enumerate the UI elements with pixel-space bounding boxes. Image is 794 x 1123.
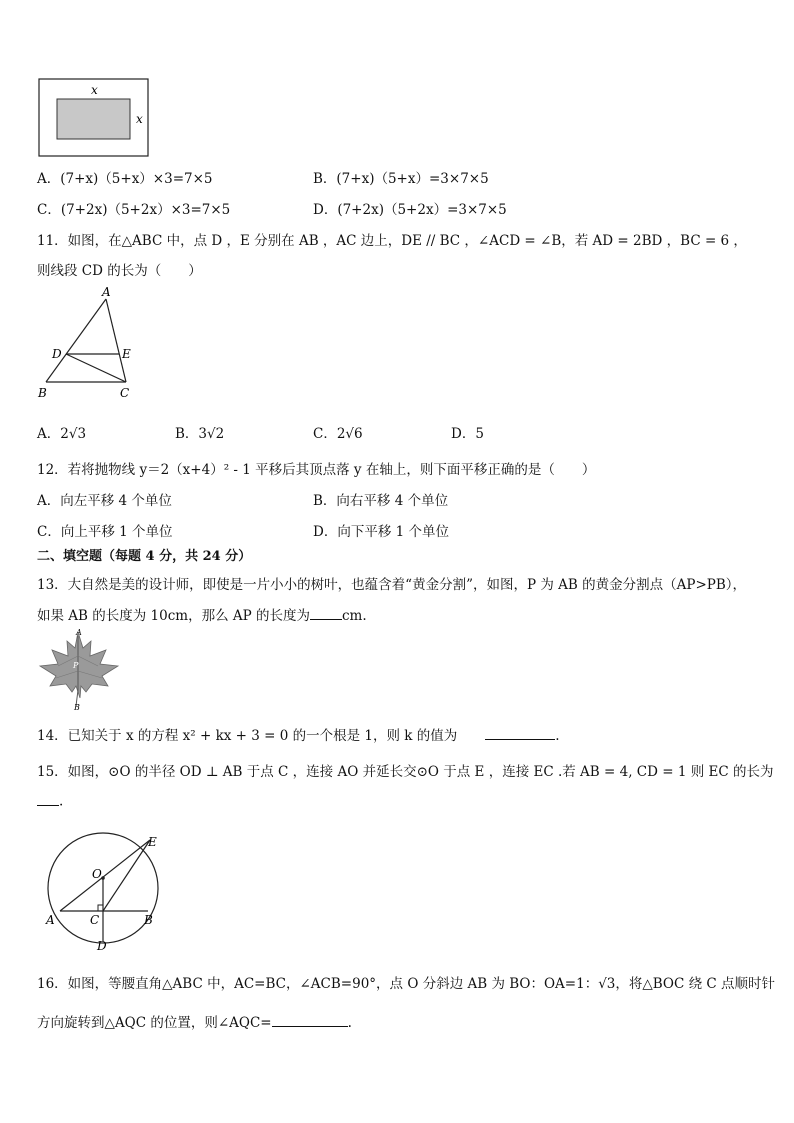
q10-right-x-label: x	[136, 112, 143, 126]
q11-option-a: A．2√3	[37, 426, 87, 442]
q11-option-b: B．3√2	[175, 426, 225, 442]
q15-label-b: B	[144, 913, 153, 927]
q15-label-o: O	[92, 867, 102, 881]
q13-maple-leaf-figure	[36, 626, 122, 712]
q13-label-b: B	[74, 703, 80, 712]
q12-stem: 12．若将抛物线 y＝2（x+4）² - 1 平移后其顶点落 y 在轴上，则下面平移正确的是（ ）	[37, 462, 596, 478]
q12-option-d: D．向下平移 1 个单位	[313, 524, 449, 540]
q15-label-d: D	[97, 939, 107, 953]
q11-triangle-figure	[34, 285, 144, 405]
q10-option-d: D．(7+2x)（5+2x）=3×7×5	[313, 202, 507, 218]
q11-label-d: D	[52, 347, 62, 361]
q13-line2-unit: cm.	[342, 608, 367, 624]
q15-answer-blank[interactable]	[37, 791, 59, 806]
q15-stem-line2	[37, 791, 63, 810]
q13-answer-blank[interactable]	[310, 606, 342, 621]
q12-option-a: A．向左平移 4 个单位	[37, 493, 172, 509]
q11-stem-line1: 11．如图，在△ABC 中，点 D ，E 分别在 AB ，AC 边上，DE // BC ，∠ACD = ∠B，若 AD = 2BD ，BC = 6 ，	[37, 233, 747, 249]
q15-circle-figure	[40, 828, 170, 953]
q16-line2-text: 方向旋转到△AQC 的位置，则∠AQC=	[37, 1015, 272, 1031]
q11-option-d: D．5	[451, 426, 484, 442]
q10-top-x-label: x	[91, 83, 98, 97]
q15-end: .	[59, 793, 64, 810]
q14-stem	[37, 724, 560, 744]
q10-frame-figure	[38, 78, 150, 158]
q13-line2-text: 如果 AB 的长度为 10cm，那么 AP 的长度为	[37, 608, 310, 624]
q12-option-c: C．向上平移 1 个单位	[37, 524, 173, 540]
q13-stem-line1: 13．大自然是美的设计师，即使是一片小小的树叶，也蕴含着“黄金分割”，如图，P 为 AB 的黄金分割点（AP>PB），	[37, 577, 747, 593]
q15-stem-line1: 15．如图，⊙O 的半径 OD ⊥ AB 于点 C ，连接 AO 并延长交⊙O 于点 E ，连接 EC .若 AB = 4, CD = 1 则 EC 的长为	[37, 764, 774, 780]
q10-option-a: A．(7+x)（5+x）×3=7×5	[37, 171, 213, 187]
q15-label-c: C	[90, 913, 100, 927]
q16-stem-line2	[37, 1011, 352, 1031]
q16-answer-blank[interactable]	[272, 1013, 348, 1028]
q11-option-c: C．2√6	[313, 426, 363, 442]
q11-label-c: C	[120, 386, 130, 400]
q13-label-a: A	[76, 628, 82, 637]
q11-label-a: A	[102, 285, 111, 299]
q11-stem-line2: 则线段 CD 的长为（ ）	[37, 263, 202, 279]
q10-option-b: B．(7+x)（5+x）=3×7×5	[313, 171, 489, 187]
q11-label-b: B	[38, 386, 47, 400]
q16-stem-line1: 16．如图，等腰直角△ABC 中，AC=BC，∠ACB=90°，点 O 分斜边 AB 为 BO：OA=1：√3，将△BOC 绕 C 点顺时针	[37, 976, 776, 992]
q15-label-e: E	[148, 835, 157, 849]
q13-stem-line2	[37, 604, 367, 624]
q11-label-e: E	[122, 347, 131, 361]
q14-text: 14．已知关于 x 的方程 x² + kx + 3 = 0 的一个根是 1，则 k 的值为	[37, 728, 458, 744]
q16-end: .	[347, 1015, 352, 1031]
q14-answer-blank[interactable]	[485, 726, 555, 741]
q12-option-b: B．向右平移 4 个单位	[313, 493, 449, 509]
q13-label-p: P	[73, 661, 79, 670]
q14-end: .	[555, 728, 560, 744]
q10-option-c: C．(7+2x)（5+2x）×3=7×5	[37, 202, 231, 218]
q15-label-a: A	[46, 913, 55, 927]
section-heading-fill-in: 二、填空题（每题 4 分，共 24 分）	[37, 549, 252, 564]
